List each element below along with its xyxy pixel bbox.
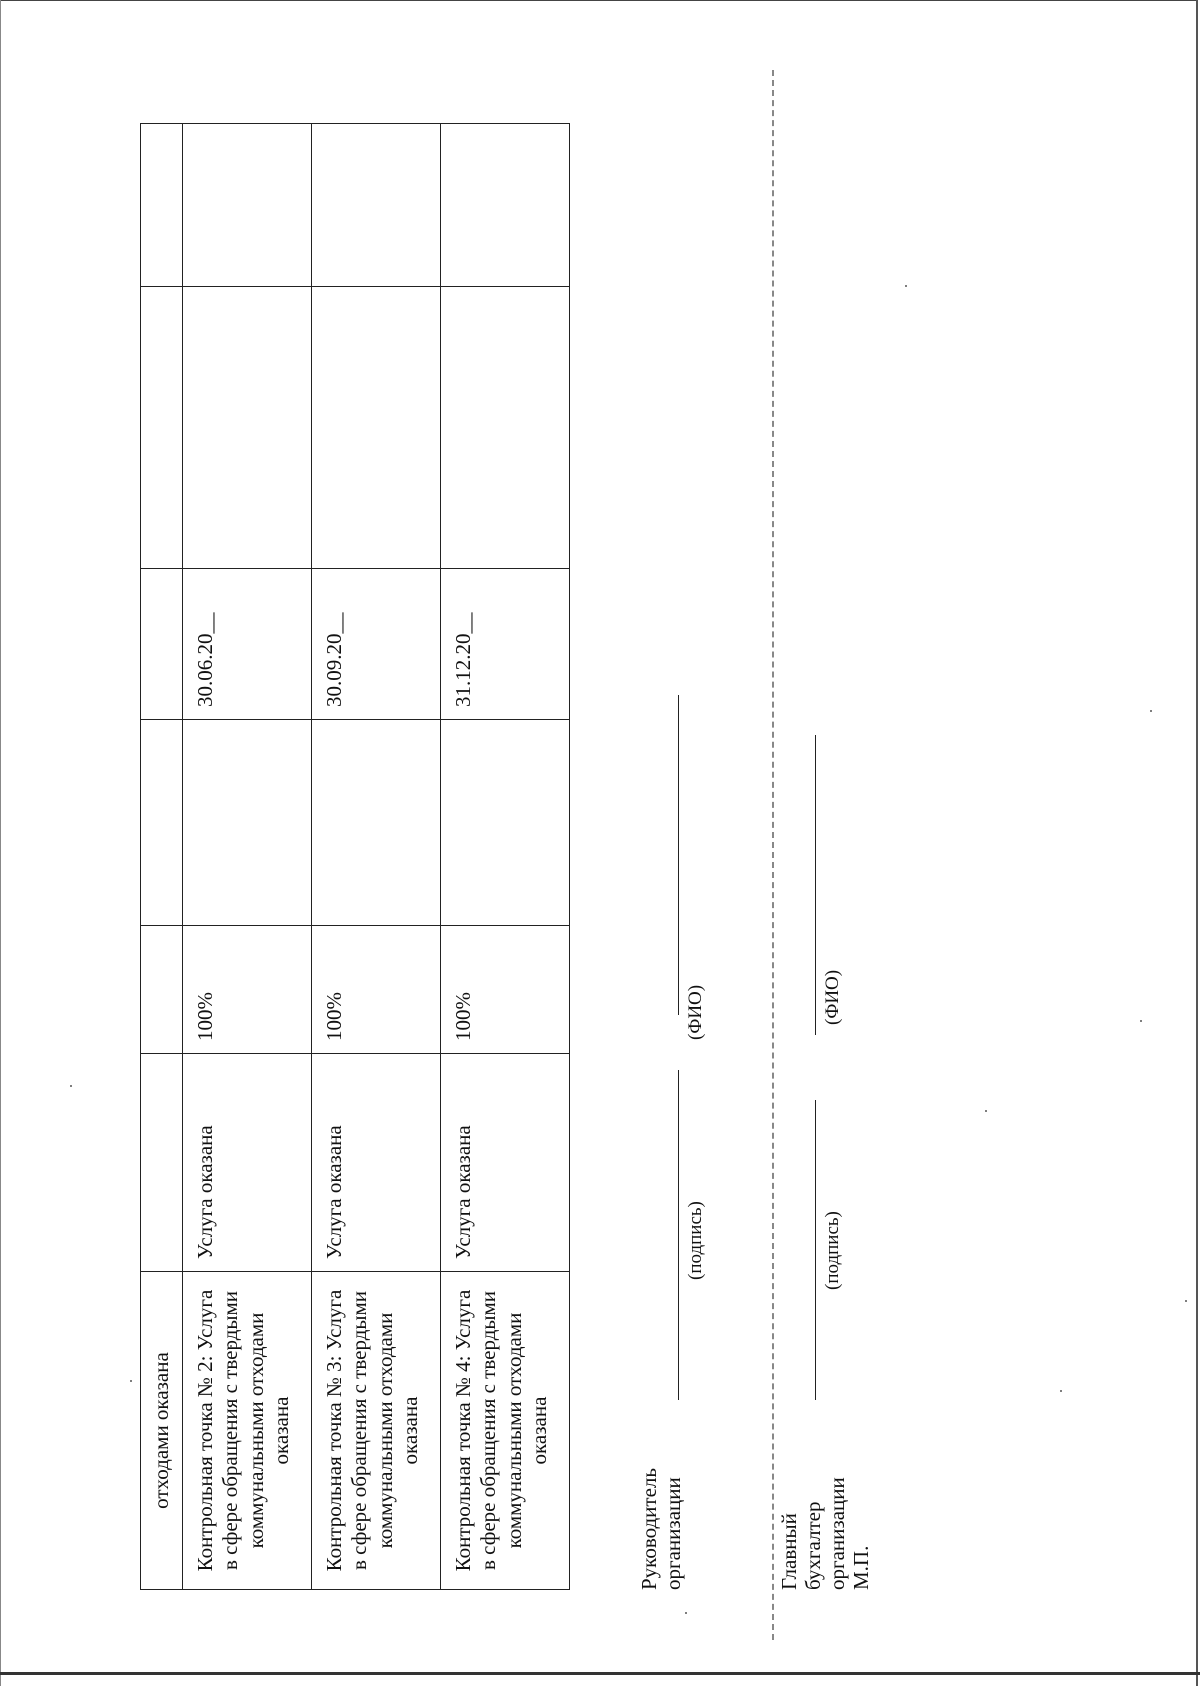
head-sign-caption: (подпись) [685,1201,706,1280]
table-header-cell-fragment [141,1272,183,1590]
scan-edge-left [0,0,1,1686]
empty-cell [441,720,570,926]
accountant-signature-label [777,1477,874,1590]
scan-speck [1060,1390,1062,1392]
scan-edge-bottom [0,1672,1200,1675]
empty-cell [183,287,312,569]
scan-speck [905,285,907,287]
scan-speck [130,1380,132,1382]
accountant-label-line2: бухгалтер [801,1501,826,1590]
status-text: Услуга оказана [451,1125,476,1259]
report-table [140,123,570,1590]
percent-cell [441,926,570,1054]
scan-speck [685,1612,687,1614]
head-signature-label [637,1468,685,1590]
empty-cell [312,124,441,287]
table-header-cell [141,569,183,720]
date-cell [312,569,441,720]
accountant-label-line4: М.П. [849,1545,874,1590]
date-text: 30.09.20__ [322,612,347,707]
table-header-cell [141,1054,183,1272]
scan-fold-line [772,70,774,1640]
status-text: Услуга оказана [322,1125,347,1259]
empty-cell [312,287,441,569]
head-label-line2: организации [661,1477,686,1590]
accountant-label-line3: организации [825,1477,850,1590]
checkpoint-label: Контрольная точка № 3: Услуга в сфере обращения с твердыми коммунальными отходами оказана [322,1289,422,1572]
percent-text: 100% [193,992,218,1041]
table-row [312,124,441,1590]
accountant-name-line [815,735,816,1035]
accountant-name-caption: (ФИО) [822,969,843,1025]
date-cell [183,569,312,720]
head-name-caption: (ФИО) [685,984,706,1040]
head-signature-line [678,1070,679,1400]
scan-edge-top [0,0,1198,1]
status-cell [441,1054,570,1272]
accountant-sign-caption: (подпись) [822,1211,843,1290]
scan-speck [1185,1300,1187,1302]
date-text: 30.06.20__ [193,612,218,707]
status-cell [183,1054,312,1272]
status-text: Услуга оказана [193,1125,218,1259]
empty-cell [183,124,312,287]
checkpoint-label: Контрольная точка № 4: Услуга в сфере обращения с твердыми коммунальными отходами оказана [451,1289,551,1572]
percent-text: 100% [451,992,476,1041]
percent-cell [312,926,441,1054]
empty-cell [441,287,570,569]
accountant-label-line1: Главный [777,1513,801,1590]
rotated-document-content [140,90,874,1590]
header-fragment-text: отходами оказана [149,1352,173,1509]
scan-speck [985,1110,987,1112]
table-header-cell [141,720,183,926]
empty-cell [183,720,312,926]
table-header-cell [141,124,183,287]
date-cell [441,569,570,720]
table-header-cell [141,287,183,569]
checkpoint-label-cell [183,1272,312,1590]
head-label-line1: Руководитель [637,1468,661,1590]
checkpoint-label-cell [312,1272,441,1590]
table-row [183,124,312,1590]
accountant-signature-line [815,1100,816,1400]
status-cell [312,1054,441,1272]
scan-speck [1140,1020,1142,1022]
percent-cell [183,926,312,1054]
checkpoint-label-cell [441,1272,570,1590]
empty-cell [312,720,441,926]
percent-text: 100% [322,992,347,1041]
scan-edge-right [1196,0,1198,1686]
date-text: 31.12.20__ [451,612,476,707]
scan-speck [1150,710,1152,712]
table-header-row [141,124,183,1590]
scan-speck [70,1085,72,1087]
empty-cell [441,124,570,287]
head-name-line [678,695,679,1015]
table-header-cell [141,926,183,1054]
checkpoint-label: Контрольная точка № 2: Услуга в сфере обращения с твердыми коммунальными отходами оказана [193,1289,293,1572]
table-row [441,124,570,1590]
